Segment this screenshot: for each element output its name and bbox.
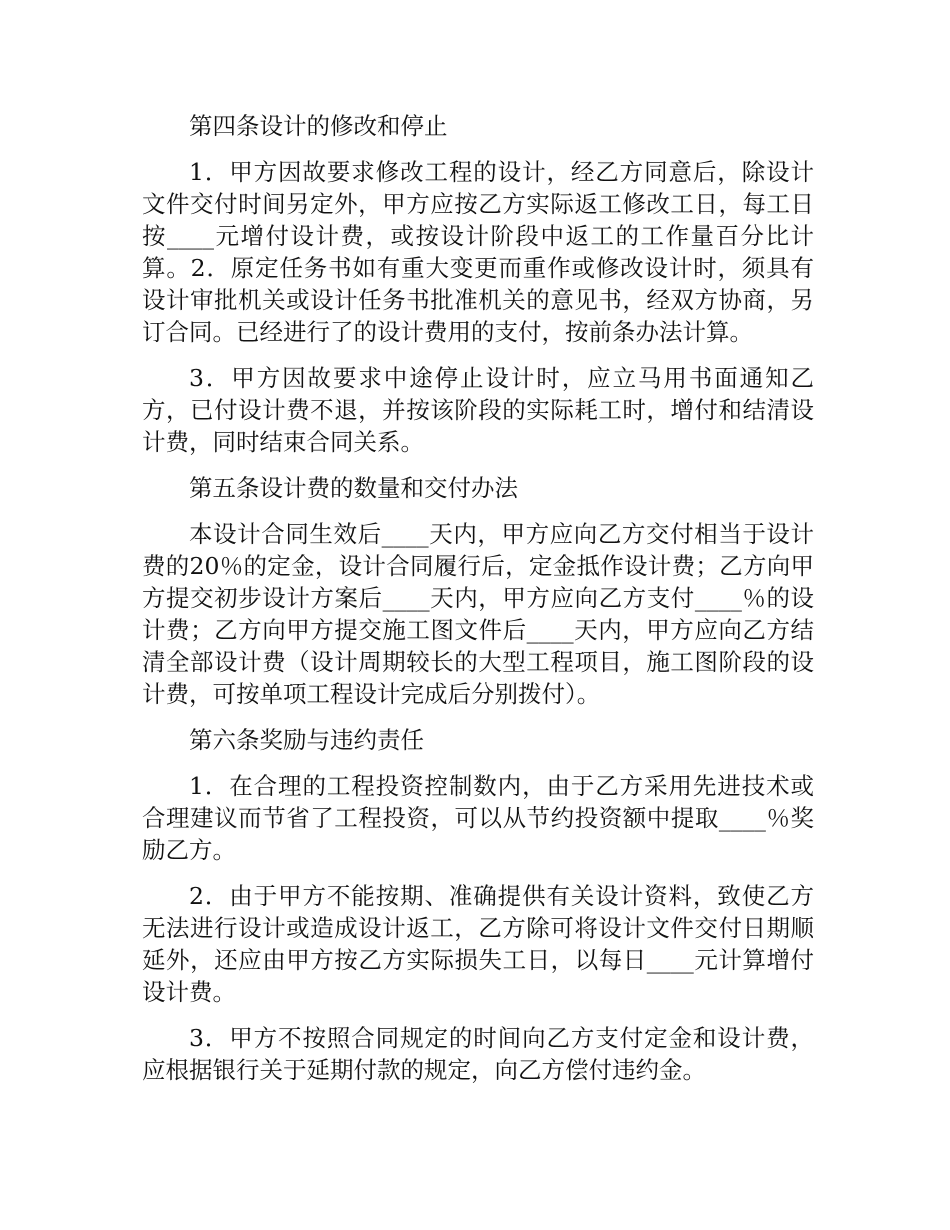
section-6-heading: 第六条奖励与违约责任 (189, 726, 424, 754)
document-page (142, 110, 814, 1100)
section-4-paragraph-3: 3．甲方因故要求中途停止设计时，应立马用书面通知乙方，已付设计费不退，并按该阶段的实际耗工时，增付和结清设计费，同时结束合同关系。 (142, 364, 814, 456)
section-5-heading: 第五条设计费的数量和交付办法 (189, 474, 518, 502)
section-6-paragraph-2: 2．由于甲方不能按期、准确提供有关设计资料，致使乙方无法进行设计或造成设计返工，乙方除可将设计文件交付日期顺延外，还应由甲方按乙方实际损失工日，以每日____元计算增付设计费。 (142, 882, 814, 1006)
section-4-heading: 第四条设计的修改和停止 (189, 112, 448, 140)
section-6-paragraph-3: 3．甲方不按照合同规定的时间向乙方支付定金和设计费，应根据银行关于延期付款的规定，向乙方偿付违约金。 (142, 1024, 814, 1084)
section-6-paragraph-1: 1．在合理的工程投资控制数内，由于乙方采用先进技术或合理建议而节省了工程投资，可以从节约投资额中提取____％奖励乙方。 (142, 772, 814, 864)
section-4-paragraph-1: 1．甲方因故要求修改工程的设计，经乙方同意后，除设计文件交付时间另定外，甲方应按乙方实际返工修改工日，每工日按____元增付设计费，或按设计阶段中返工的工作量百分比计算。2．原定任务书如有重大变更而重作或修改设计时，须具有设计审批机关或设计任务书批准机关的意见书，经双方协商，另订合同。已经进行了的设计费用的支付，按前条办法计算。 (142, 158, 814, 346)
section-5-paragraph: 本设计合同生效后____天内，甲方应向乙方交付相当于设计费的20％的定金，设计合同履行后，定金抵作设计费；乙方向甲方提交初步设计方案后____天内，甲方应向乙方支付____％的设计费；乙方向甲方提交施工图文件后____天内，甲方应向乙方结清全部设计费（设计周期较长的大型工程项目，施工图阶段的设计费，可按单项工程设计完成后分别拨付）。 (142, 520, 814, 708)
